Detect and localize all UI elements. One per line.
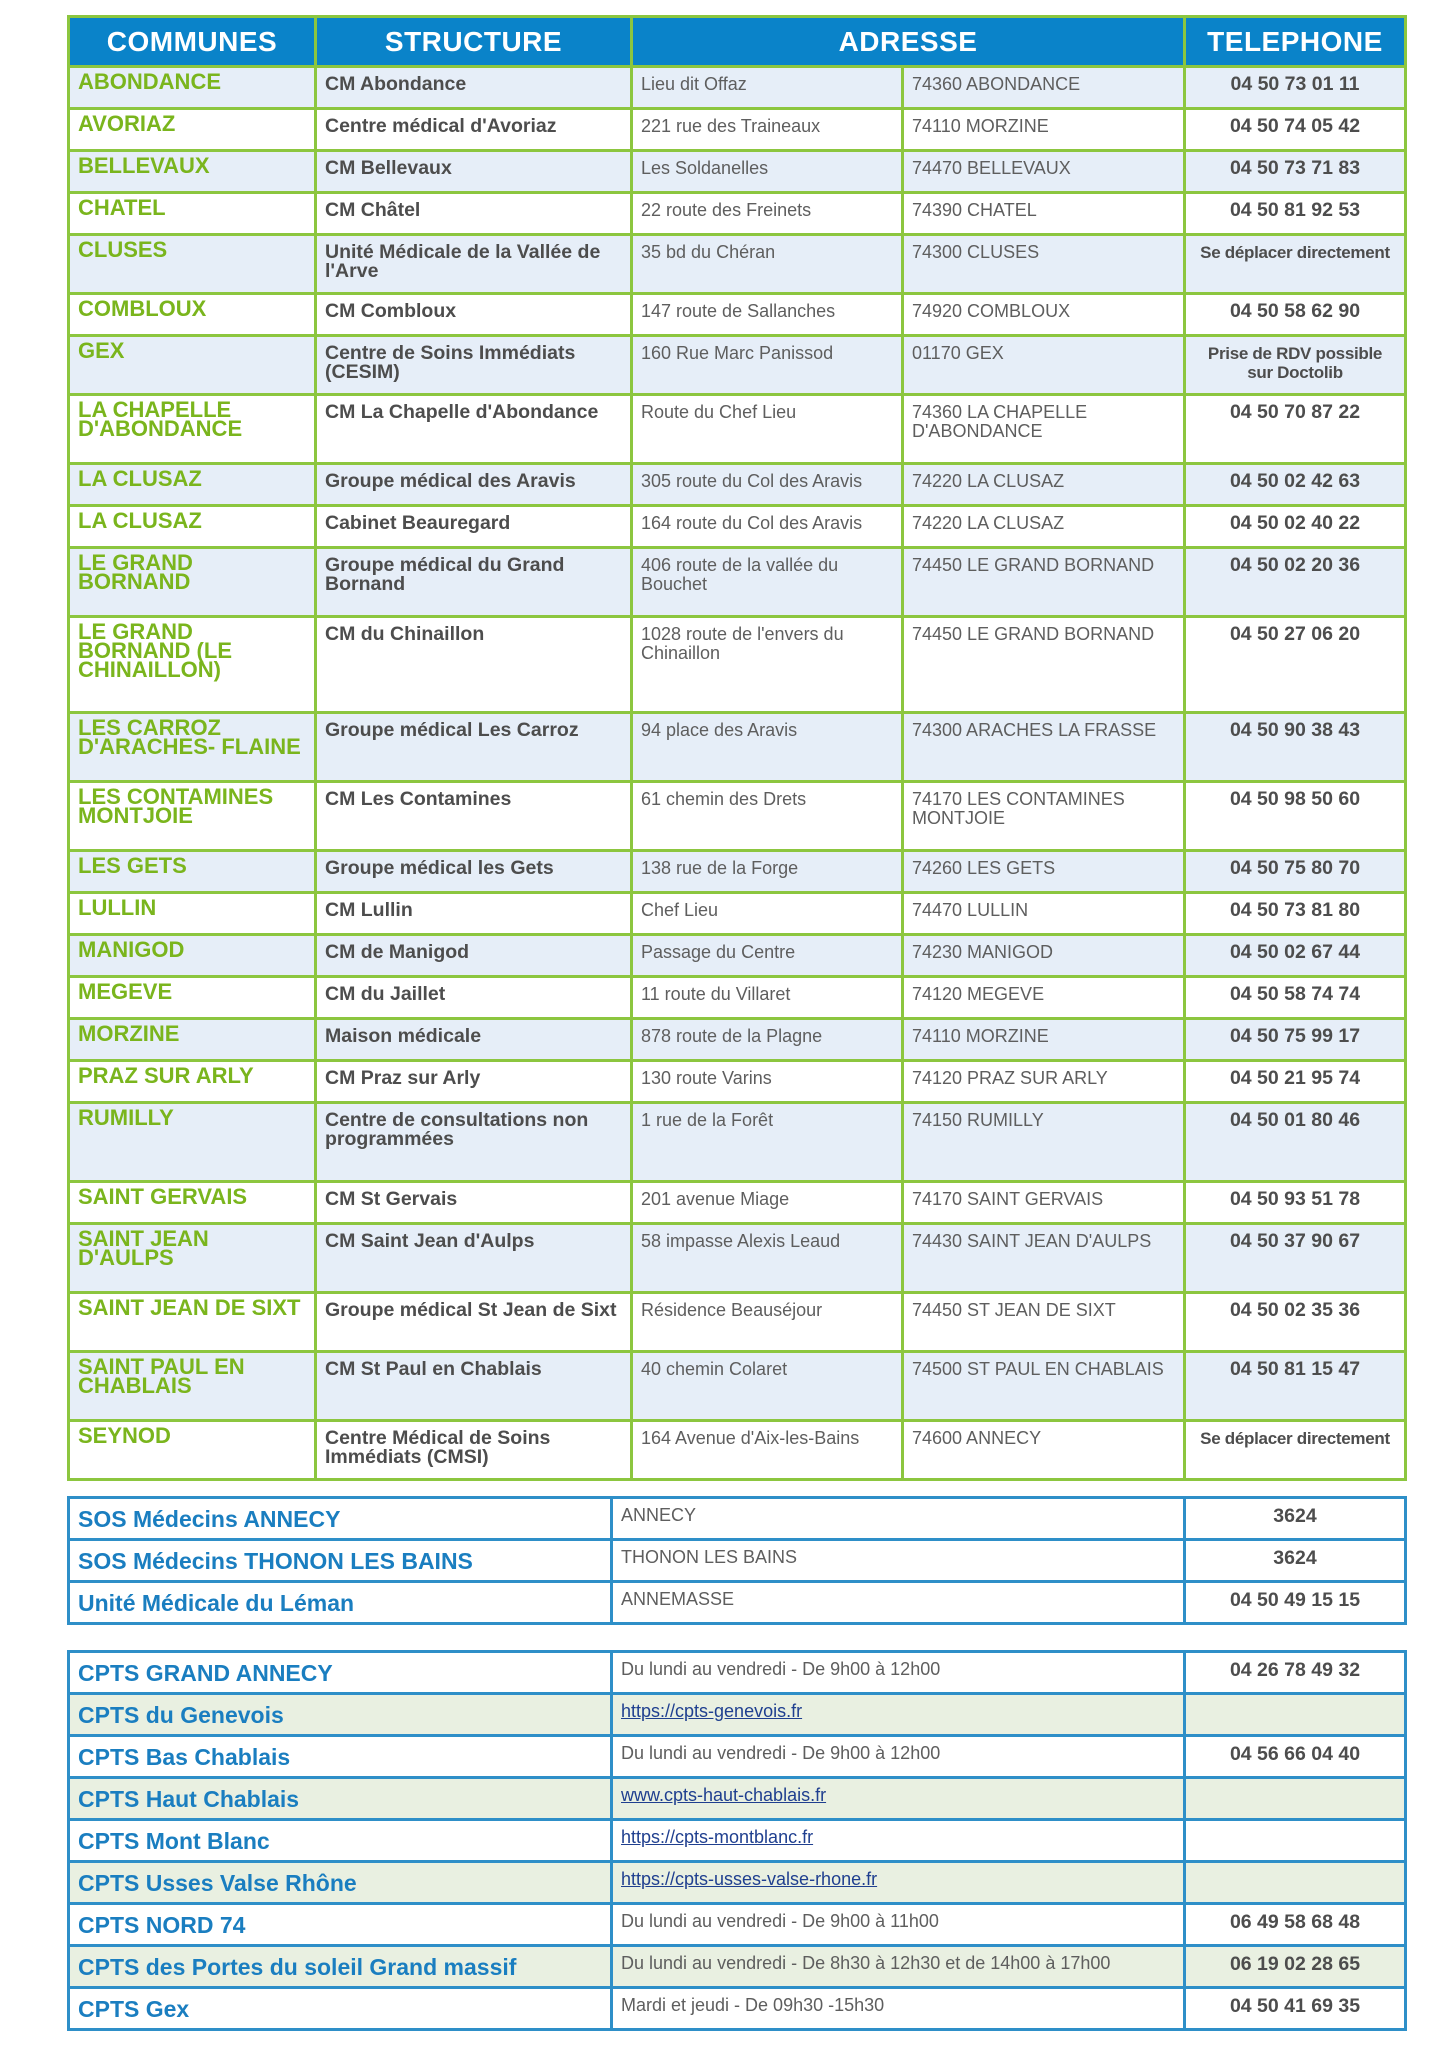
commune-cell: SAINT PAUL EN CHABLAIS <box>69 1352 316 1421</box>
cpts-table <box>67 1650 1407 2031</box>
structure-cell: CM Praz sur Arly <box>316 1061 632 1103</box>
table-row <box>69 67 1406 109</box>
sos-phone-cell: 3624 <box>1185 1498 1406 1540</box>
table-row <box>69 1061 1406 1103</box>
sos-city-cell: ANNEMASSE <box>612 1582 1185 1624</box>
street-cell: 35 bd du Chéran <box>632 235 903 294</box>
commune-cell: LA CHAPELLE D'ABONDANCE <box>69 395 316 464</box>
structure-cell: CM Les Contamines <box>316 782 632 851</box>
phone-cell: 04 50 02 20 36 <box>1185 548 1406 617</box>
sos-row <box>69 1540 1406 1582</box>
city-cell: 74430 SAINT JEAN D'AULPS <box>903 1224 1185 1293</box>
table-row <box>69 1421 1406 1480</box>
phone-cell: 04 50 75 80 70 <box>1185 851 1406 893</box>
phone-cell: 04 50 90 38 43 <box>1185 713 1406 782</box>
table-row <box>69 1182 1406 1224</box>
commune-cell: AVORIAZ <box>69 109 316 151</box>
cpts-info-cell: Du lundi au vendredi - De 9h00 à 12h00 <box>612 1652 1185 1694</box>
table-row <box>69 977 1406 1019</box>
street-cell: 1 rue de la Forêt <box>632 1103 903 1182</box>
phone-cell: 04 50 73 71 83 <box>1185 151 1406 193</box>
phone-cell: 04 50 37 90 67 <box>1185 1224 1406 1293</box>
header-adresse: ADRESSE <box>632 17 1185 67</box>
street-cell: 164 route du Col des Aravis <box>632 506 903 548</box>
cpts-phone-cell: 04 56 66 04 40 <box>1185 1736 1406 1778</box>
table-row <box>69 1352 1406 1421</box>
commune-cell: CLUSES <box>69 235 316 294</box>
structure-cell: Groupe médical St Jean de Sixt <box>316 1293 632 1352</box>
city-cell: 74170 LES CONTAMINES MONTJOIE <box>903 782 1185 851</box>
commune-cell: CHATEL <box>69 193 316 235</box>
street-cell: 40 chemin Colaret <box>632 1352 903 1421</box>
cpts-name-cell: CPTS GRAND ANNECY <box>69 1652 612 1694</box>
structure-cell: CM La Chapelle d'Abondance <box>316 395 632 464</box>
cpts-website-link[interactable]: https://cpts-montblanc.fr <box>621 1827 814 1847</box>
phone-cell: Se déplacer directement <box>1185 235 1406 294</box>
cpts-row <box>69 1820 1406 1862</box>
city-cell: 74230 MANIGOD <box>903 935 1185 977</box>
sos-name-cell: SOS Médecins THONON LES BAINS <box>69 1540 612 1582</box>
table-row <box>69 782 1406 851</box>
phone-cell: 04 50 02 67 44 <box>1185 935 1406 977</box>
structure-cell: CM du Jaillet <box>316 977 632 1019</box>
structure-cell: Centre médical d'Avoriaz <box>316 109 632 151</box>
cpts-phone-cell <box>1185 1820 1406 1862</box>
table-row <box>69 893 1406 935</box>
city-cell: 74110 MORZINE <box>903 109 1185 151</box>
table-row <box>69 617 1406 713</box>
phone-cell: 04 50 98 50 60 <box>1185 782 1406 851</box>
structure-cell: Unité Médicale de la Vallée de l'Arve <box>316 235 632 294</box>
cpts-info-cell <box>612 1862 1185 1904</box>
structure-cell: Groupe médical du Grand Bornand <box>316 548 632 617</box>
cpts-row <box>69 1904 1406 1946</box>
phone-cell: 04 50 02 35 36 <box>1185 1293 1406 1352</box>
city-cell: 74450 ST JEAN DE SIXT <box>903 1293 1185 1352</box>
commune-cell: LES CARROZ D'ARACHES- FLAINE <box>69 713 316 782</box>
cpts-row <box>69 1778 1406 1820</box>
street-cell: Route du Chef Lieu <box>632 395 903 464</box>
cpts-info-cell: Mardi et jeudi - De 09h30 -15h30 <box>612 1988 1185 2030</box>
street-cell: 11 route du Villaret <box>632 977 903 1019</box>
cpts-phone-cell: 04 26 78 49 32 <box>1185 1652 1406 1694</box>
sos-phone-cell: 04 50 49 15 15 <box>1185 1582 1406 1624</box>
city-cell: 74600 ANNECY <box>903 1421 1185 1480</box>
cpts-website-link[interactable]: www.cpts-haut-chablais.fr <box>621 1785 827 1805</box>
structure-cell: CM Saint Jean d'Aulps <box>316 1224 632 1293</box>
structure-cell: Maison médicale <box>316 1019 632 1061</box>
commune-cell: LES GETS <box>69 851 316 893</box>
commune-cell: RUMILLY <box>69 1103 316 1182</box>
structure-cell: Cabinet Beauregard <box>316 506 632 548</box>
cpts-name-cell: CPTS Gex <box>69 1988 612 2030</box>
cpts-phone-cell: 06 49 58 68 48 <box>1185 1904 1406 1946</box>
cpts-name-cell: CPTS NORD 74 <box>69 1904 612 1946</box>
cpts-row <box>69 1946 1406 1988</box>
phone-cell: 04 50 70 87 22 <box>1185 395 1406 464</box>
structure-cell: CM Lullin <box>316 893 632 935</box>
structure-cell: CM St Gervais <box>316 1182 632 1224</box>
structure-cell: CM Bellevaux <box>316 151 632 193</box>
structure-cell: CM Combloux <box>316 294 632 336</box>
table-row <box>69 151 1406 193</box>
commune-cell: LA CLUSAZ <box>69 464 316 506</box>
street-cell: 305 route du Col des Aravis <box>632 464 903 506</box>
phone-cell: 04 50 81 15 47 <box>1185 1352 1406 1421</box>
sos-name-cell: SOS Médecins ANNECY <box>69 1498 612 1540</box>
street-cell: 147 route de Sallanches <box>632 294 903 336</box>
street-cell: 1028 route de l'envers du Chinaillon <box>632 617 903 713</box>
structure-cell: CM Châtel <box>316 193 632 235</box>
table-row <box>69 235 1406 294</box>
city-cell: 74300 CLUSES <box>903 235 1185 294</box>
commune-cell: SEYNOD <box>69 1421 316 1480</box>
cpts-phone-cell <box>1185 1778 1406 1820</box>
street-cell: 130 route Varins <box>632 1061 903 1103</box>
phone-cell: 04 50 73 01 11 <box>1185 67 1406 109</box>
cpts-phone-cell <box>1185 1694 1406 1736</box>
city-cell: 74500 ST PAUL EN CHABLAIS <box>903 1352 1185 1421</box>
structure-cell: Groupe médical Les Carroz <box>316 713 632 782</box>
cpts-name-cell: CPTS Usses Valse Rhône <box>69 1862 612 1904</box>
medical-centers-table <box>67 15 1407 1481</box>
table-row <box>69 395 1406 464</box>
cpts-phone-cell: 06 19 02 28 65 <box>1185 1946 1406 1988</box>
cpts-info-cell: Du lundi au vendredi - De 9h00 à 11h00 <box>612 1904 1185 1946</box>
commune-cell: LULLIN <box>69 893 316 935</box>
city-cell: 74300 ARACHES LA FRASSE <box>903 713 1185 782</box>
city-cell: 74260 LES GETS <box>903 851 1185 893</box>
header-row <box>69 17 1406 67</box>
street-cell: Chef Lieu <box>632 893 903 935</box>
structure-cell: Groupe médical des Aravis <box>316 464 632 506</box>
city-cell: 74920 COMBLOUX <box>903 294 1185 336</box>
structure-cell: Groupe médical les Gets <box>316 851 632 893</box>
sos-row <box>69 1498 1406 1540</box>
sos-row <box>69 1582 1406 1624</box>
city-cell: 74450 LE GRAND BORNAND <box>903 617 1185 713</box>
table-row <box>69 109 1406 151</box>
commune-cell: COMBLOUX <box>69 294 316 336</box>
commune-cell: LE GRAND BORNAND (LE CHINAILLON) <box>69 617 316 713</box>
cpts-info-cell <box>612 1694 1185 1736</box>
cpts-name-cell: CPTS Haut Chablais <box>69 1778 612 1820</box>
structure-cell: CM Abondance <box>316 67 632 109</box>
commune-cell: ABONDANCE <box>69 67 316 109</box>
cpts-website-link[interactable]: https://cpts-genevois.fr <box>621 1701 803 1721</box>
table-row <box>69 851 1406 893</box>
sos-table <box>67 1496 1407 1625</box>
commune-cell: LE GRAND BORNAND <box>69 548 316 617</box>
table-row <box>69 506 1406 548</box>
city-cell: 74360 LA CHAPELLE D'ABONDANCE <box>903 395 1185 464</box>
table-row <box>69 1293 1406 1352</box>
table-row <box>69 1103 1406 1182</box>
cpts-website-link[interactable]: https://cpts-usses-valse-rhone.fr <box>621 1869 878 1889</box>
structure-cell: Centre de consultations non programmées <box>316 1103 632 1182</box>
street-cell: 94 place des Aravis <box>632 713 903 782</box>
table-row <box>69 713 1406 782</box>
city-cell: 74220 LA CLUSAZ <box>903 464 1185 506</box>
phone-cell: 04 50 02 40 22 <box>1185 506 1406 548</box>
commune-cell: LES CONTAMINES MONTJOIE <box>69 782 316 851</box>
street-cell: 164 Avenue d'Aix-les-Bains <box>632 1421 903 1480</box>
sos-city-cell: THONON LES BAINS <box>612 1540 1185 1582</box>
cpts-info-cell <box>612 1778 1185 1820</box>
structure-cell: CM du Chinaillon <box>316 617 632 713</box>
cpts-row <box>69 1988 1406 2030</box>
commune-cell: PRAZ SUR ARLY <box>69 1061 316 1103</box>
city-cell: 74120 MEGEVE <box>903 977 1185 1019</box>
table-row <box>69 1019 1406 1061</box>
table-row <box>69 1224 1406 1293</box>
street-cell: 221 rue des Traineaux <box>632 109 903 151</box>
city-cell: 74390 CHATEL <box>903 193 1185 235</box>
street-cell: 61 chemin des Drets <box>632 782 903 851</box>
commune-cell: BELLEVAUX <box>69 151 316 193</box>
phone-cell: 04 50 21 95 74 <box>1185 1061 1406 1103</box>
structure-cell: Centre de Soins Immédiats (CESIM) <box>316 336 632 395</box>
structure-cell: Centre Médical de Soins Immédiats (CMSI) <box>316 1421 632 1480</box>
header-communes: COMMUNES <box>69 17 316 67</box>
commune-cell: LA CLUSAZ <box>69 506 316 548</box>
phone-cell: 04 50 27 06 20 <box>1185 617 1406 713</box>
header-telephone: TELEPHONE <box>1185 17 1406 67</box>
structure-cell: CM St Paul en Chablais <box>316 1352 632 1421</box>
street-cell: Passage du Centre <box>632 935 903 977</box>
street-cell: 201 avenue Miage <box>632 1182 903 1224</box>
sos-city-cell: ANNECY <box>612 1498 1185 1540</box>
cpts-name-cell: CPTS des Portes du soleil Grand massif <box>69 1946 612 1988</box>
cpts-row <box>69 1652 1406 1694</box>
street-cell: 22 route des Freinets <box>632 193 903 235</box>
commune-cell: MANIGOD <box>69 935 316 977</box>
cpts-info-cell: Du lundi au vendredi - De 8h30 à 12h30 et de 14h00 à 17h00 <box>612 1946 1185 1988</box>
cpts-name-cell: CPTS du Genevois <box>69 1694 612 1736</box>
city-cell: 74170 SAINT GERVAIS <box>903 1182 1185 1224</box>
phone-cell: 04 50 01 80 46 <box>1185 1103 1406 1182</box>
street-cell: Lieu dit Offaz <box>632 67 903 109</box>
table-row <box>69 336 1406 395</box>
city-cell: 74110 MORZINE <box>903 1019 1185 1061</box>
cpts-info-cell <box>612 1820 1185 1862</box>
commune-cell: MEGEVE <box>69 977 316 1019</box>
sos-phone-cell: 3624 <box>1185 1540 1406 1582</box>
cpts-row <box>69 1736 1406 1778</box>
street-cell: Les Soldanelles <box>632 151 903 193</box>
phone-cell: 04 50 02 42 63 <box>1185 464 1406 506</box>
city-cell: 74150 RUMILLY <box>903 1103 1185 1182</box>
table-row <box>69 548 1406 617</box>
street-cell: Résidence Beauséjour <box>632 1293 903 1352</box>
phone-cell: 04 50 73 81 80 <box>1185 893 1406 935</box>
cpts-name-cell: CPTS Bas Chablais <box>69 1736 612 1778</box>
city-cell: 01170 GEX <box>903 336 1185 395</box>
cpts-name-cell: CPTS Mont Blanc <box>69 1820 612 1862</box>
city-cell: 74470 LULLIN <box>903 893 1185 935</box>
street-cell: 160 Rue Marc Panissod <box>632 336 903 395</box>
phone-cell: Prise de RDV possible sur Doctolib <box>1185 336 1406 395</box>
structure-cell: CM de Manigod <box>316 935 632 977</box>
cpts-phone-cell: 04 50 41 69 35 <box>1185 1988 1406 2030</box>
phone-cell: 04 50 93 51 78 <box>1185 1182 1406 1224</box>
city-cell: 74220 LA CLUSAZ <box>903 506 1185 548</box>
phone-cell: Se déplacer directement <box>1185 1421 1406 1480</box>
cpts-info-cell: Du lundi au vendredi - De 9h00 à 12h00 <box>612 1736 1185 1778</box>
cpts-row <box>69 1694 1406 1736</box>
phone-cell: 04 50 75 99 17 <box>1185 1019 1406 1061</box>
cpts-row <box>69 1862 1406 1904</box>
commune-cell: SAINT JEAN DE SIXT <box>69 1293 316 1352</box>
phone-cell: 04 50 58 62 90 <box>1185 294 1406 336</box>
table-row <box>69 464 1406 506</box>
city-cell: 74120 PRAZ SUR ARLY <box>903 1061 1185 1103</box>
table-row <box>69 935 1406 977</box>
table-row <box>69 193 1406 235</box>
phone-cell: 04 50 58 74 74 <box>1185 977 1406 1019</box>
street-cell: 406 route de la vallée du Bouchet <box>632 548 903 617</box>
city-cell: 74470 BELLEVAUX <box>903 151 1185 193</box>
phone-cell: 04 50 74 05 42 <box>1185 109 1406 151</box>
city-cell: 74360 ABONDANCE <box>903 67 1185 109</box>
commune-cell: SAINT JEAN D'AULPS <box>69 1224 316 1293</box>
commune-cell: GEX <box>69 336 316 395</box>
phone-cell: 04 50 81 92 53 <box>1185 193 1406 235</box>
table-row <box>69 294 1406 336</box>
cpts-phone-cell <box>1185 1862 1406 1904</box>
street-cell: 878 route de la Plagne <box>632 1019 903 1061</box>
street-cell: 138 rue de la Forge <box>632 851 903 893</box>
header-structure: STRUCTURE <box>316 17 632 67</box>
commune-cell: SAINT GERVAIS <box>69 1182 316 1224</box>
sos-name-cell: Unité Médicale du Léman <box>69 1582 612 1624</box>
street-cell: 58 impasse Alexis Leaud <box>632 1224 903 1293</box>
city-cell: 74450 LE GRAND BORNAND <box>903 548 1185 617</box>
commune-cell: MORZINE <box>69 1019 316 1061</box>
